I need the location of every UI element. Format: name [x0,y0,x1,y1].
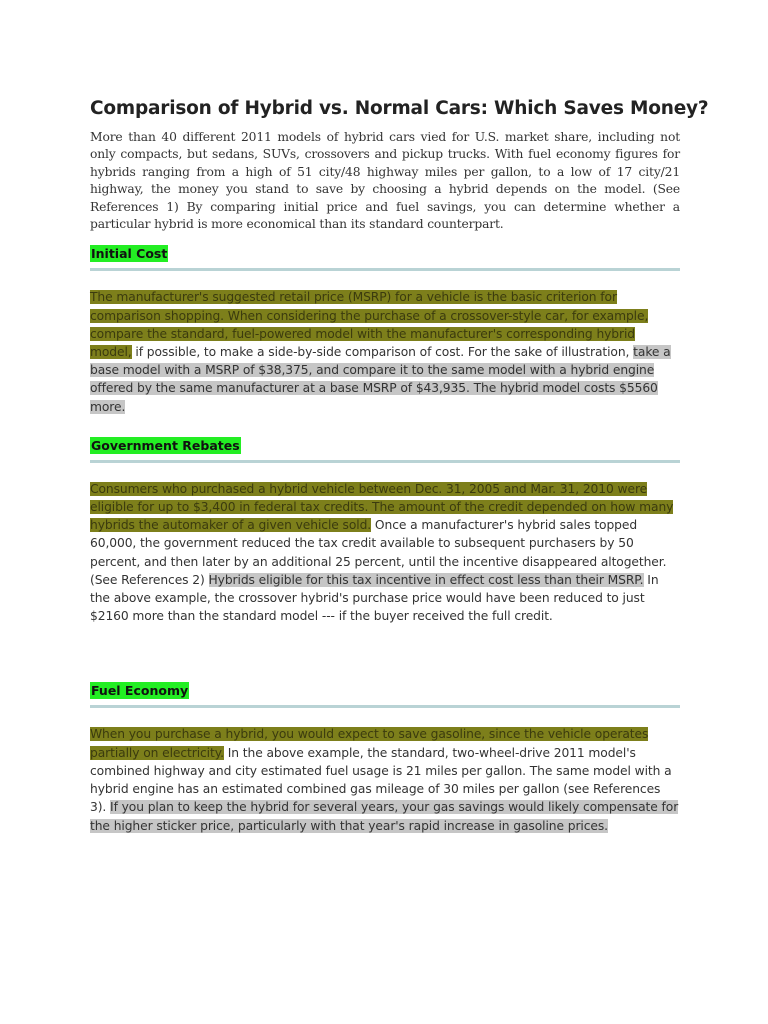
article [90,92,709,835]
section-body-government-rebates [90,480,680,626]
section-heading-government-rebates [90,437,680,455]
highlighted-text: Consumers who purchased a hybrid vehicle between Dec. 31, 2005 and Mar. 31, 2010 were eligible for up to $3,400 in federal tax credits. The amount of the credit depended on how many hybrids the automaker of a given vehicle sold. [90,481,674,533]
section-body-initial-cost [90,288,680,415]
intro-paragraph: More than 40 different 2011 models of hybrid cars vied for U.S. market share, including not only compacts, but sedans, SUVs, crossovers and pickup trucks. With fuel economy figures for hybrids ranging from a high of 51 city/48 highway miles per gallon, to a low of 17 city/21 highway, the money you stand to save by choosing a hybrid depends on the model. (See References 1) By comparing initial price and fuel savings, you can determine whether a particular hybrid is more economical than its standard counterpart. [90,130,680,232]
body-text: if possible, to make a side-by-side comparison of cost. For the sake of illustration, [131,345,634,360]
highlighted-text: Hybrids eligible for this tax incentive in effect cost less than their MSRP. [208,572,644,587]
highlighted-text: take a base model with a MSRP of $38,375, and compare it to the same model with a hybrid engine offered by the same manufacturer at a base MSRP of $43,935. The hybrid model costs $5560 more. [90,345,671,414]
section-divider [90,705,680,708]
section-heading-label: Initial Cost [91,246,168,262]
section-heading-label: Fuel Economy [91,683,189,699]
highlighted-text: If you plan to keep the hybrid for several years, your gas savings would likely compensate for the higher sticker price, particularly with that year's rapid increase in gasoline prices. [90,800,679,833]
article-title: Comparison of Hybrid vs. Normal Cars: Which Saves Money? [90,98,709,119]
highlighted-text: The manufacturer's suggested retail price (MSRP) for a vehicle is the basic criterion for comparison shopping. When considering the purchase of a crossover-style car, for example, compare the standard, fuel-powered model with the manufacturer's corresponding hybrid model, [90,290,649,360]
body-text: In the above example, the standard, two-wheel-drive 2011 model's combined highway and city estimated fuel usage is 21 miles per gallon. The same model with a hybrid engine has an estimated combined gas mileage of 30 miles per gallon (see References 3). [90,745,672,815]
section-divider [90,460,680,463]
section-heading-initial-cost [90,245,680,263]
body-text: Once a manufacturer's hybrid sales topped 60,000, the government reduced the tax credit available to subsequent purchasers by 50 percent, and then later by an additional 25 percent, until the incentive disappeared altogether. (See References 2) [90,518,667,587]
section-divider [90,268,680,271]
body-text: In the above example, the crossover hybrid's purchase price would have been reduced to just $2160 more than the standard model --- if the buyer received the full credit. [90,572,659,624]
highlighted-text: When you purchase a hybrid, you would expect to save gasoline, since the vehicle operates partially on electricity. [90,727,649,760]
section-heading-label: Government Rebates [91,437,240,453]
section-body-fuel-economy [90,725,680,834]
section-heading-fuel-economy [90,682,680,700]
